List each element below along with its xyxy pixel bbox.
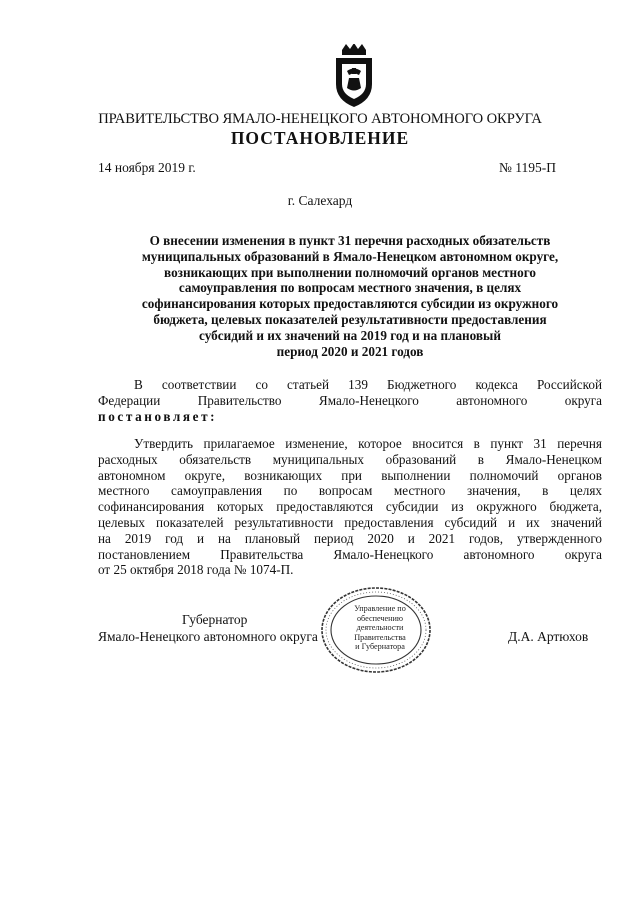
subject-line: период 2020 и 2021 годов bbox=[276, 343, 424, 359]
subject-line: бюджета, целевых показателей результативности предоставления bbox=[153, 311, 547, 327]
decision-line: Утвердить прилагаемое изменение, которое вносится в пункт 31 перечня bbox=[134, 436, 602, 451]
preamble-line: В соответствии со статьей 139 Бюджетного кодекса Российской bbox=[134, 377, 602, 392]
decision-line: местного самоуправления по вопросам местного значения, в целях bbox=[98, 483, 602, 499]
stamp-line: обеспечению bbox=[356, 613, 404, 623]
subject-line: О внесении изменения в пункт 31 перечня расходных обязательств bbox=[149, 233, 551, 248]
decision-line: расходных обязательств муниципальных образований в Ямало-Ненецком bbox=[98, 451, 602, 467]
subject-line: софинансирования которых предоставляются субсидии из окружного bbox=[141, 296, 559, 312]
government-name: ПРАВИТЕЛЬСТВО ЯМАЛО-НЕНЕЦКОГО АВТОНОМНОГО ОКРУГА bbox=[98, 111, 542, 127]
preamble-line: Федерации Правительство Ямало-Ненецкого автономного округа bbox=[98, 392, 602, 408]
subject-line: возникающих при выполнении полномочий органов местного bbox=[164, 264, 536, 280]
document-number: № 1195-П bbox=[499, 160, 556, 175]
resolve-word: постановляет: bbox=[98, 408, 218, 424]
decision-paragraph bbox=[98, 436, 602, 578]
stamp-text bbox=[346, 604, 414, 652]
decision-line: от 25 октября 2018 года № 1074-П. bbox=[98, 562, 294, 578]
document-city: г. Салехард bbox=[287, 193, 353, 208]
signatory-region: Ямало-Ненецкого автономного округа bbox=[98, 629, 318, 644]
signatory-title: Губернатор bbox=[182, 612, 248, 627]
preamble-paragraph bbox=[98, 377, 602, 424]
decision-line: на 2019 год и на плановый период 2020 и 2021 годов, утвержденного bbox=[98, 530, 602, 546]
stamp-line: Правительства bbox=[354, 632, 406, 642]
yanao-coat-of-arms-icon bbox=[330, 44, 378, 108]
subject-line: самоуправления по вопросам местного значения, в целях bbox=[178, 280, 522, 296]
stamp-line: и Губернатора bbox=[355, 642, 405, 652]
subject-line: муниципальных образований в Ямало-Ненецком автономном округе, bbox=[141, 248, 559, 264]
preamble-resolve-line bbox=[98, 409, 602, 425]
decision-line: целевых показателей результативности предоставления субсидий и их значений bbox=[98, 514, 602, 530]
decision-line: софинансирования которых предоставляются субсидии из окружного бюджета, bbox=[98, 499, 602, 515]
signatory-name: Д.А. Артюхов bbox=[508, 629, 589, 644]
decision-line: постановлением Правительства Ямало-Ненецкого автономного округа bbox=[98, 546, 602, 562]
document-subject bbox=[100, 233, 600, 359]
document-type: ПОСТАНОВЛЕНИЕ bbox=[230, 128, 410, 148]
stamp-line: деятельности bbox=[356, 623, 404, 633]
subject-line: субсидий и их значений на 2019 год и на плановый bbox=[199, 327, 501, 343]
stamp-line: Управление по bbox=[354, 604, 406, 613]
document-date: 14 ноября 2019 г. bbox=[98, 160, 196, 175]
decision-line: автономном округе, возникающих при выполнении полномочий органов bbox=[98, 467, 602, 483]
